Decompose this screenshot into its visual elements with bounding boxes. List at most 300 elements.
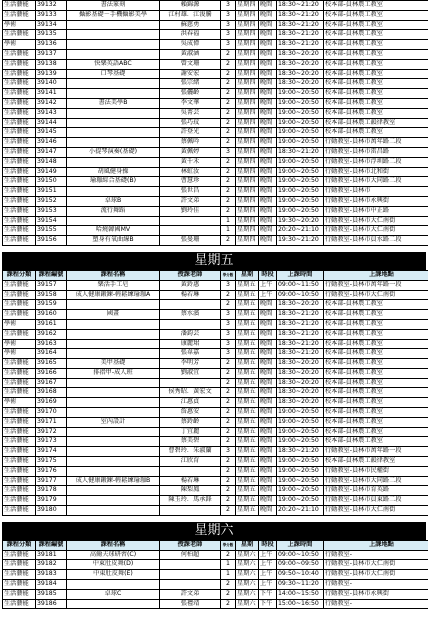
cell-location: 校本部-員林農工教室 xyxy=(324,128,428,138)
cell-class-time: 18:30~21:20 xyxy=(277,10,324,20)
cell-time-slot: 上午 xyxy=(259,290,277,300)
cell-credits: 2 xyxy=(221,496,236,506)
cell-class-time: 14:00~15:50 xyxy=(277,589,324,599)
cell-weekday: 星期五 xyxy=(236,506,259,516)
cell-credits: 2 xyxy=(221,486,236,496)
cell-class-time: 09:00~09:50 xyxy=(277,560,324,570)
cell-course-number: 39184 xyxy=(36,580,67,590)
cell-credits: 2 xyxy=(221,599,236,609)
cell-course-name: 攝影基礎－手機攝影美學 xyxy=(67,10,160,20)
cell-course-category: 學術 xyxy=(3,339,36,349)
cell-course-category: 生活藝能 xyxy=(3,417,36,427)
cell-weekday: 星期五 xyxy=(236,486,259,496)
cell-weekday: 星期四 xyxy=(236,167,259,177)
table-row xyxy=(3,177,428,187)
cell-course-number: 39186 xyxy=(36,599,67,609)
table-row xyxy=(3,447,428,457)
cell-course-category: 生活藝能 xyxy=(3,589,36,599)
cell-class-time: 18:30~20:20 xyxy=(277,49,324,59)
cell-course-category: 生活藝能 xyxy=(3,368,36,378)
cell-teacher: 江村雄．江浚騰 xyxy=(160,10,221,20)
cell-class-time: 18:30~20:20 xyxy=(277,378,324,388)
table-row xyxy=(3,398,428,408)
cell-time-slot: 晚間 xyxy=(259,187,277,197)
course-table xyxy=(2,270,428,516)
cell-credits: 3 xyxy=(221,447,236,457)
cell-teacher: 許文弟 xyxy=(160,589,221,599)
cell-course-number: 39176 xyxy=(36,466,67,476)
cell-weekday: 星期四 xyxy=(236,177,259,187)
cell-course-number: 39166 xyxy=(36,368,67,378)
cell-teacher: 洪春福 xyxy=(160,30,221,40)
cell-time-slot: 晚間 xyxy=(259,496,277,506)
cell-course-category: 學術 xyxy=(3,20,36,30)
cell-course-number: 39183 xyxy=(36,570,67,580)
cell-course-name: 成人健康鍛鍊-輕鬆練瑜珈A xyxy=(67,290,160,300)
cell-class-time: 19:00~20:50 xyxy=(277,206,324,216)
cell-weekday: 星期五 xyxy=(236,437,259,447)
table-row xyxy=(3,417,428,427)
cell-time-slot: 晚間 xyxy=(259,368,277,378)
table-row xyxy=(3,310,428,320)
cell-weekday: 星期四 xyxy=(236,59,259,69)
cell-teacher: 陳玉玲．馬承鋒 xyxy=(160,496,221,506)
cell-class-time: 18:30~20:20 xyxy=(277,69,324,79)
cell-location: 行動教室-員林市中正路 xyxy=(324,206,428,216)
cell-course-number: 39134 xyxy=(36,20,67,30)
cell-location: 校本部-員林農工教室 xyxy=(324,98,428,108)
cell-time-slot: 晚間 xyxy=(259,118,277,128)
cell-course-number: 39145 xyxy=(36,128,67,138)
cell-location: 校本部-員林農工教室 xyxy=(324,79,428,89)
cell-course-category: 生活藝能 xyxy=(3,206,36,216)
cell-course-name xyxy=(67,49,160,59)
table-row xyxy=(3,388,428,398)
cell-course-name: 書法篆刻 xyxy=(67,1,160,11)
cell-teacher xyxy=(160,560,221,570)
cell-time-slot: 晚間 xyxy=(259,226,277,236)
cell-location: 校本部-員林農工韻律教室 xyxy=(324,118,428,128)
cell-course-number: 39169 xyxy=(36,398,67,408)
cell-credits: 2 xyxy=(221,290,236,300)
header-teacher: 授課老師 xyxy=(160,270,221,280)
cell-course-name xyxy=(67,506,160,516)
cell-course-name: 哈燒韓國MV xyxy=(67,226,160,236)
cell-course-name xyxy=(67,437,160,447)
cell-course-category: 生活藝能 xyxy=(3,359,36,369)
table-row xyxy=(3,206,428,216)
cell-credits: 3 xyxy=(221,20,236,30)
table-row xyxy=(3,167,428,177)
cell-location: 校本部-員林農工教室 xyxy=(324,417,428,427)
cell-course-number: 39142 xyxy=(36,98,67,108)
cell-credits: 2 xyxy=(221,589,236,599)
cell-course-number: 39160 xyxy=(36,310,67,320)
cell-credits: 2 xyxy=(221,157,236,167)
cell-credits: 3 xyxy=(221,280,236,290)
table-row xyxy=(3,599,428,609)
cell-time-slot: 晚間 xyxy=(259,339,277,349)
cell-course-number: 39167 xyxy=(36,378,67,388)
cell-course-number: 39148 xyxy=(36,157,67,167)
cell-course-name xyxy=(67,378,160,388)
cell-course-number: 39168 xyxy=(36,388,67,398)
cell-class-time: 19:00~20:50 xyxy=(277,427,324,437)
cell-course-category: 生活藝能 xyxy=(3,108,36,118)
cell-time-slot: 晚間 xyxy=(259,457,277,467)
cell-credits: 2 xyxy=(221,408,236,418)
cell-course-name: 排指甲-成人班 xyxy=(67,368,160,378)
cell-time-slot: 晚間 xyxy=(259,486,277,496)
cell-course-category: 學術 xyxy=(3,40,36,50)
cell-course-name xyxy=(67,128,160,138)
cell-course-number: 39152 xyxy=(36,196,67,206)
cell-course-name: 胡風健身操 xyxy=(67,167,160,177)
cell-course-category: 生活藝能 xyxy=(3,236,36,246)
cell-teacher: 張韋嘉 xyxy=(160,349,221,359)
cell-course-number: 39158 xyxy=(36,290,67,300)
cell-course-name xyxy=(67,580,160,590)
cell-weekday: 星期五 xyxy=(236,427,259,437)
cell-time-slot: 晚間 xyxy=(259,359,277,369)
cell-weekday: 星期四 xyxy=(236,118,259,128)
cell-class-time: 18:30~21:20 xyxy=(277,147,324,157)
cell-weekday: 星期四 xyxy=(236,98,259,108)
cell-course-name: 中東肚皮舞(E) xyxy=(67,570,160,580)
cell-teacher xyxy=(160,466,221,476)
cell-class-time: 19:00~20:50 xyxy=(277,108,324,118)
cell-course-category: 生活藝能 xyxy=(3,30,36,40)
table-row xyxy=(3,496,428,506)
cell-course-number: 39163 xyxy=(36,339,67,349)
cell-course-number: 39180 xyxy=(36,506,67,516)
cell-course-number: 39185 xyxy=(36,589,67,599)
cell-teacher: 吳菁芸 xyxy=(160,108,221,118)
header-course-number: 課程編號 xyxy=(36,270,67,280)
cell-course-number: 39172 xyxy=(36,427,67,437)
cell-credits: 2 xyxy=(221,167,236,177)
cell-location: 行動教室-員林市萬年路一段 xyxy=(324,447,428,457)
course-table xyxy=(2,0,428,246)
cell-teacher: 陳梨鳳 xyxy=(160,486,221,496)
cell-location: 校本部-員林農工教室 xyxy=(324,378,428,388)
cell-credits: 2 xyxy=(221,59,236,69)
cell-teacher: 楊若琳 xyxy=(160,476,221,486)
table-row xyxy=(3,98,428,108)
table-row xyxy=(3,236,428,246)
cell-weekday: 星期四 xyxy=(236,79,259,89)
cell-class-time: 18:30~21:20 xyxy=(277,339,324,349)
cell-time-slot: 下午 xyxy=(259,589,277,599)
cell-credits: 2 xyxy=(221,398,236,408)
cell-weekday: 星期四 xyxy=(236,89,259,99)
cell-time-slot: 晚間 xyxy=(259,408,277,418)
cell-teacher: 許登光 xyxy=(160,128,221,138)
table-row xyxy=(3,339,428,349)
cell-class-time: 19:00~20:50 xyxy=(277,496,324,506)
cell-weekday: 星期五 xyxy=(236,359,259,369)
cell-course-category: 生活藝能 xyxy=(3,59,36,69)
cell-location: 校本部-員林農工教室 xyxy=(324,49,428,59)
table-row xyxy=(3,560,428,570)
cell-course-name xyxy=(67,486,160,496)
cell-class-time: 19:00~20:50 xyxy=(277,157,324,167)
cell-weekday: 星期四 xyxy=(236,216,259,226)
cell-time-slot: 晚間 xyxy=(259,59,277,69)
cell-course-category: 生活藝能 xyxy=(3,167,36,177)
cell-weekday: 星期五 xyxy=(236,447,259,457)
table-row xyxy=(3,196,428,206)
cell-location: 行動教室- xyxy=(324,599,428,609)
table-row xyxy=(3,226,428,236)
cell-location: 校本部-員林農工教室 xyxy=(324,329,428,339)
cell-time-slot: 上午 xyxy=(259,550,277,560)
header-location: 上課地點 xyxy=(324,540,428,550)
table-row xyxy=(3,280,428,290)
cell-course-number: 39150 xyxy=(36,177,67,187)
cell-course-name xyxy=(67,118,160,128)
cell-time-slot: 上午 xyxy=(259,280,277,290)
cell-weekday: 星期五 xyxy=(236,408,259,418)
cell-location: 行動教室-員林市 xyxy=(324,187,428,197)
table-row xyxy=(3,457,428,467)
cell-location: 行動教室-員林市永興街 xyxy=(324,196,428,206)
cell-location: 校本部-員林農工教室 xyxy=(324,398,428,408)
cell-credits: 3 xyxy=(221,349,236,359)
header-course-category: 課程分類 xyxy=(3,540,36,550)
cell-location: 校本部-員林農工韻律教室 xyxy=(324,457,428,467)
cell-teacher: 詹惠安 xyxy=(160,408,221,418)
cell-weekday: 星期四 xyxy=(236,49,259,59)
cell-weekday: 星期四 xyxy=(236,196,259,206)
cell-teacher: 蔡鈴齡 xyxy=(160,417,221,427)
cell-class-time: 18:30~21:20 xyxy=(277,349,324,359)
cell-weekday: 星期四 xyxy=(236,157,259,167)
table-row xyxy=(3,359,428,369)
cell-location: 行動教室-員林市大仁南街 xyxy=(324,226,428,236)
cell-course-number: 39165 xyxy=(36,359,67,369)
cell-teacher: 張世昌 xyxy=(160,187,221,197)
cell-class-time: 09:00~11:50 xyxy=(277,280,324,290)
cell-credits: 2 xyxy=(221,417,236,427)
cell-time-slot: 晚間 xyxy=(259,236,277,246)
day-banner: 星期六 xyxy=(2,522,426,540)
cell-location: 行動教室-員林市北和街 xyxy=(324,167,428,177)
cell-credits: 2 xyxy=(221,138,236,148)
cell-course-number: 39141 xyxy=(36,89,67,99)
cell-course-number: 39175 xyxy=(36,457,67,467)
cell-weekday: 星期六 xyxy=(236,570,259,580)
cell-weekday: 星期五 xyxy=(236,398,259,408)
cell-course-category: 生活藝能 xyxy=(3,300,36,310)
cell-class-time: 19:00~20:50 xyxy=(277,466,324,476)
table-row xyxy=(3,300,428,310)
cell-credits: 3 xyxy=(221,10,236,20)
cell-location: 校本部-員林農工教室 xyxy=(324,40,428,50)
cell-course-number: 39138 xyxy=(36,59,67,69)
cell-course-number: 39140 xyxy=(36,79,67,89)
header-credits: 學分數 xyxy=(221,540,236,550)
cell-course-category: 生活藝能 xyxy=(3,570,36,580)
table-row xyxy=(3,437,428,447)
cell-location: 行動教室- xyxy=(324,580,428,590)
cell-time-slot: 晚間 xyxy=(259,89,277,99)
cell-course-category: 生活藝能 xyxy=(3,599,36,609)
cell-class-time: 18:30~21:20 xyxy=(277,329,324,339)
cell-class-time: 18:30~20:20 xyxy=(277,359,324,369)
cell-course-number: 39149 xyxy=(36,167,67,177)
cell-location: 行動教室-員林市雷昌路 xyxy=(324,147,428,157)
day-banner: 星期五 xyxy=(2,252,426,270)
cell-course-category: 生活藝能 xyxy=(3,49,36,59)
cell-teacher: 江惠貞 xyxy=(160,398,221,408)
cell-course-category: 生活藝能 xyxy=(3,226,36,236)
table-row xyxy=(3,216,428,226)
cell-course-number: 39162 xyxy=(36,329,67,339)
cell-course-name xyxy=(67,20,160,30)
cell-teacher: 黃鈴惠 xyxy=(160,280,221,290)
cell-course-category: 生活藝能 xyxy=(3,89,36,99)
cell-location: 行動教室- xyxy=(324,550,428,560)
cell-credits: 2 xyxy=(221,187,236,197)
cell-course-name xyxy=(67,187,160,197)
header-course-number: 課程編號 xyxy=(36,540,67,550)
cell-time-slot: 晚間 xyxy=(259,447,277,457)
table-row xyxy=(3,570,428,580)
cell-location: 校本部-員林農工教室 xyxy=(324,408,428,418)
cell-location: 校本部-員林農工教室 xyxy=(324,427,428,437)
cell-course-name: 卓球C xyxy=(67,589,160,599)
cell-course-number: 39137 xyxy=(36,49,67,59)
cell-teacher: 張巧玟 xyxy=(160,118,221,128)
table-row xyxy=(3,187,428,197)
cell-teacher: 侯秀昭．黃宏文 xyxy=(160,388,221,398)
cell-time-slot: 晚間 xyxy=(259,206,277,216)
cell-class-time: 18:30~21:20 xyxy=(277,30,324,40)
cell-course-category: 生活藝能 xyxy=(3,216,36,226)
cell-course-number: 39182 xyxy=(36,560,67,570)
cell-class-time: 18:30~21:20 xyxy=(277,319,324,329)
header-course-name: 課程名稱 xyxy=(67,540,160,550)
cell-class-time: 18:30~21:20 xyxy=(277,40,324,50)
cell-credits: 1 xyxy=(221,570,236,580)
cell-course-category: 生活藝能 xyxy=(3,560,36,570)
cell-course-name xyxy=(67,339,160,349)
cell-time-slot: 晚間 xyxy=(259,300,277,310)
cell-weekday: 星期五 xyxy=(236,457,259,467)
cell-location: 校本部-員林農工教室 xyxy=(324,437,428,447)
cell-course-category: 生活藝能 xyxy=(3,457,36,467)
cell-course-category: 生活藝能 xyxy=(3,476,36,486)
cell-course-category: 生活藝能 xyxy=(3,10,36,20)
table-row xyxy=(3,580,428,590)
cell-course-category: 生活藝能 xyxy=(3,437,36,447)
course-schedule-sheet xyxy=(2,0,426,609)
cell-course-name xyxy=(67,466,160,476)
cell-course-number: 39173 xyxy=(36,437,67,447)
cell-location: 校本部-員林農工教室 xyxy=(324,69,428,79)
cell-location: 行動教室-員林市大同路二段 xyxy=(324,177,428,187)
cell-course-number: 39159 xyxy=(36,300,67,310)
cell-time-slot: 晚間 xyxy=(259,417,277,427)
cell-class-time: 20:20~21:10 xyxy=(277,226,324,236)
cell-class-time: 19:00~20:50 xyxy=(277,196,324,206)
cell-credits: 3 xyxy=(221,310,236,320)
cell-course-category: 生活藝能 xyxy=(3,157,36,167)
cell-course-name xyxy=(67,329,160,339)
cell-weekday: 星期六 xyxy=(236,560,259,570)
cell-teacher xyxy=(160,570,221,580)
cell-time-slot: 晚間 xyxy=(259,157,277,167)
cell-course-name xyxy=(67,496,160,506)
cell-location: 校本部-員林農工教室 xyxy=(324,1,428,11)
cell-credits: 2 xyxy=(221,69,236,79)
cell-weekday: 星期四 xyxy=(236,138,259,148)
cell-course-name xyxy=(67,398,160,408)
cell-teacher: 曹碧玲．朱淑蘭 xyxy=(160,447,221,457)
cell-weekday: 星期五 xyxy=(236,496,259,506)
cell-course-name xyxy=(67,427,160,437)
cell-class-time: 19:00~20:50 xyxy=(277,187,324,197)
table-row xyxy=(3,118,428,128)
header-teacher: 授課老師 xyxy=(160,540,221,550)
table-row xyxy=(3,69,428,79)
cell-time-slot: 晚間 xyxy=(259,388,277,398)
cell-credits: 1 xyxy=(221,216,236,226)
table-header-row xyxy=(3,540,428,550)
header-class-time: 上課時間 xyxy=(277,540,324,550)
cell-weekday: 星期四 xyxy=(236,187,259,197)
cell-credits: 3 xyxy=(221,329,236,339)
cell-time-slot: 晚間 xyxy=(259,398,277,408)
cell-teacher: 劉淑宜 xyxy=(160,368,221,378)
cell-teacher: 張曼珊 xyxy=(160,236,221,246)
cell-location: 校本部-員林農工教室 xyxy=(324,89,428,99)
cell-teacher: 何柏超 xyxy=(160,550,221,560)
cell-weekday: 星期六 xyxy=(236,580,259,590)
cell-weekday: 星期五 xyxy=(236,417,259,427)
cell-course-name: 美甲基礎 xyxy=(67,359,160,369)
cell-teacher: 謝安宏 xyxy=(160,69,221,79)
cell-course-number: 39146 xyxy=(36,138,67,148)
cell-course-number: 39144 xyxy=(36,118,67,128)
table-row xyxy=(3,30,428,40)
header-class-time: 上課時間 xyxy=(277,270,324,280)
cell-course-name xyxy=(67,447,160,457)
table-row xyxy=(3,349,428,359)
cell-time-slot: 晚間 xyxy=(259,349,277,359)
cell-teacher xyxy=(160,378,221,388)
cell-course-number: 39178 xyxy=(36,486,67,496)
cell-credits: 2 xyxy=(221,388,236,398)
cell-location: 行動教室-員林市民權街 xyxy=(324,466,428,476)
table-row xyxy=(3,138,428,148)
cell-course-number: 39154 xyxy=(36,216,67,226)
cell-course-category: 生活藝能 xyxy=(3,69,36,79)
cell-credits: 2 xyxy=(221,177,236,187)
table-row xyxy=(3,79,428,89)
cell-class-time: 15:00~16:50 xyxy=(277,599,324,609)
cell-course-name xyxy=(67,457,160,467)
cell-time-slot: 晚間 xyxy=(259,69,277,79)
cell-class-time: 09:00~10:50 xyxy=(277,550,324,560)
cell-time-slot: 晚間 xyxy=(259,1,277,11)
cell-time-slot: 晚間 xyxy=(259,466,277,476)
table-row xyxy=(3,128,428,138)
table-row xyxy=(3,486,428,496)
cell-course-number: 39155 xyxy=(36,226,67,236)
cell-teacher: 蔡美碧 xyxy=(160,437,221,447)
